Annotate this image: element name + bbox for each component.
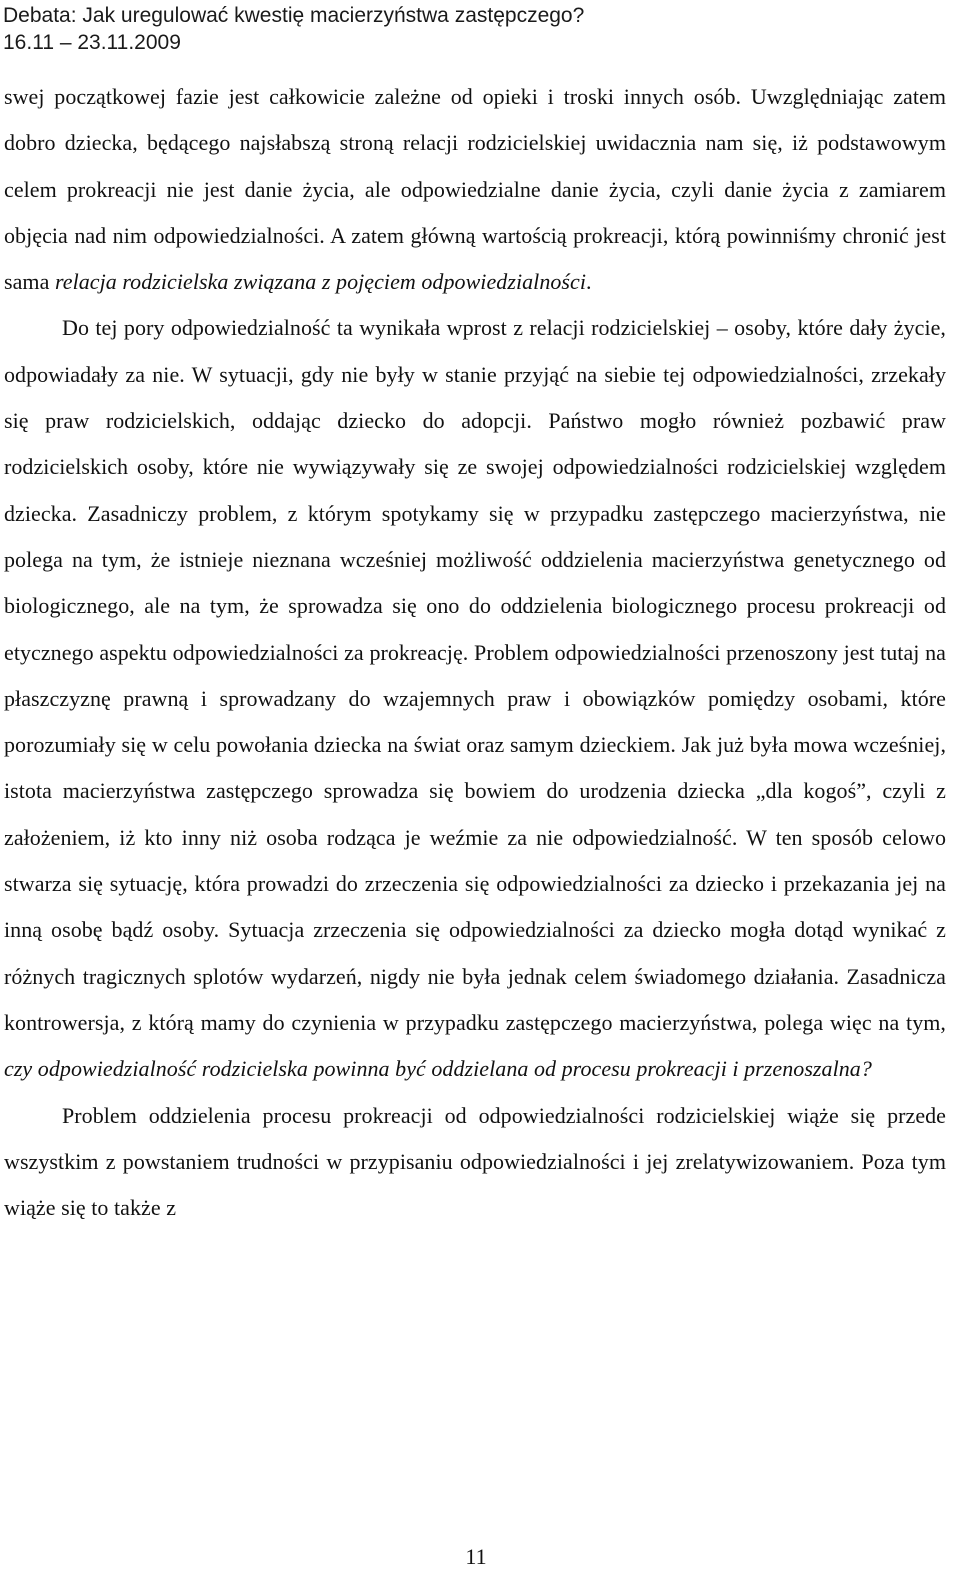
header-dates: 16.11 – 23.11.2009 [3,31,181,54]
paragraph-2-emphasis: czy odpowiedzialność rodzicielska powinna być oddzielana od procesu prokreacji i przenoszalna? [4,1056,872,1082]
paragraph-1-end: . [586,269,592,295]
document-body [4,74,946,1231]
paragraph-2-text: Do tej pory odpowiedzialność ta wynikała wprost z relacji rodzicielskiej – osoby, które dały życie, odpowiadały za nie. W sytuacji, gdy nie były w stanie przyjąć na siebie tej odpowiedzialności, zrzekały się praw rodzicielskich, oddając dziecko do adopcji. Państwo mogło również pozbawić praw rodzicielskich osoby, które nie wywiązywały się ze swojej odpowiedzialności rodzicielskiej względem dziecka. Zasadniczy problem, z którym spotykamy się w przypadku zastępczego macierzyństwa, nie polega na tym, że istnieje nieznana wcześniej możliwość oddzielenia macierzyństwa genetycznego od biologicznego, ale na tym, że sprowadza się ono do oddzielenia biologicznego procesu prokreacji od etycznego aspektu odpowiedzialności za prokreację. Problem odpowiedzialności przenoszony jest tutaj na płaszczyznę prawną i sprowadzany do wzajemnych praw i obowiązków pomiędzy osobami, które porozumiały się w celu powołania dziecka na świat oraz samym dzieckiem. Jak już była mowa wcześniej, istota macierzyństwa zastępczego sprowadza się bowiem do urodzenia dziecka „dla kogoś”, czyli z założeniem, iż kto inny niż osoba rodząca je weźmie za nie odpowiedzialność. W ten sposób celowo stwarza się sytuację, która prowadzi do zrzeczenia się odpowiedzialności za dziecko i przekazania jej na inną osobę bądź osoby. Sytuacja zrzeczenia się odpowiedzialności za dziecko mogła dotąd wynikać z różnych tragicznych splotów wydarzeń, nigdy nie była jednak celem świadomego działania. Zasadnicza kontrowersja, z którą mamy do czynienia w przypadku zastępczego macierzyństwa, polega więc na tym, [4,315,946,1035]
paragraph-1-emphasis: relacja rodzicielska związana z pojęciem odpowiedzialności [54,269,587,295]
paragraph-1 [4,74,946,305]
paragraph-3-text: Problem oddzielenia procesu prokreacji od odpowiedzialności rodzicielskiej wiąże się przede wszystkim z powstaniem trudności w przypisaniu odpowiedzialności i jej zrelatywizowaniem. Poza tym wiąże się to także z [4,1102,946,1221]
paragraph-1-text: swej początkowej fazie jest całkowicie zależne od opieki i troski innych osób. Uwzględniając zatem dobro dziecka, będącego najsłabszą stroną relacji rodzicielskiej uwidacznia nam się, iż podstawowym celem prokreacji nie jest danie życia, ale odpowiedzialne danie życia, czyli danie życia z zamiarem objęcia nad nim odpowiedzialności. A zatem główną wartością prokreacji, którą powinniśmy chronić jest sama [4,84,946,295]
running-header [3,2,943,56]
header-title: Debata: Jak uregulować kwestię macierzyństwa zastępczego? [3,4,585,27]
paragraph-2 [4,305,946,1092]
page-number: 11 [465,1544,487,1569]
paragraph-3 [4,1093,946,1232]
